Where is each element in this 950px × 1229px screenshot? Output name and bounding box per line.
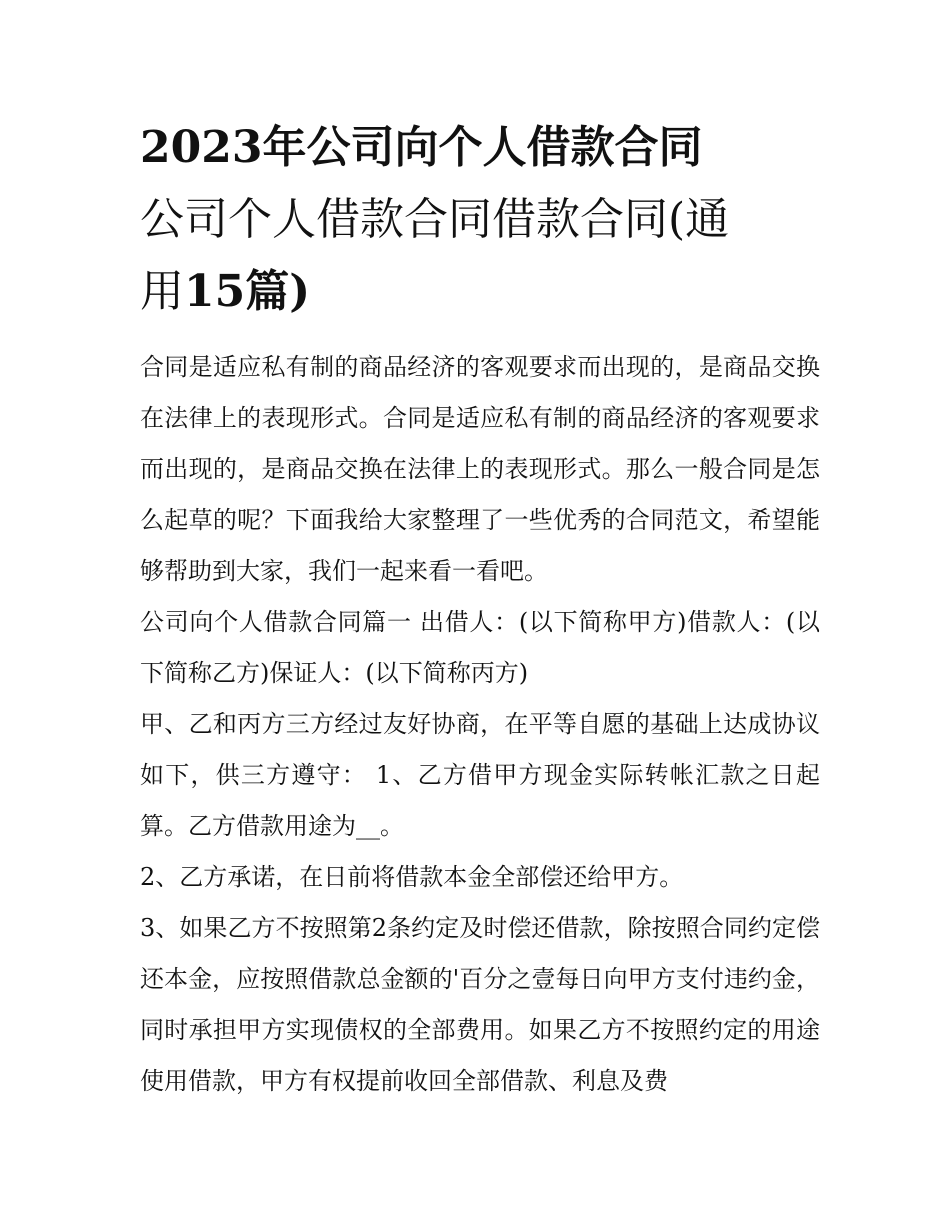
title-line-3-b: 15	[184, 266, 246, 317]
title-line-1: 2023年公司向个人借款合同	[140, 122, 703, 173]
paragraph-clause-1: 甲、乙和丙方三方经过友好协商，在平等自愿的基础上达成协议如下，供三方遵守： 1、乙方借甲方现金实际转帐汇款之日起算。乙方借款用途为__。	[140, 710, 820, 840]
title-line-3-a: 用	[140, 266, 184, 317]
title-line-2: 公司个人借款合同借款合同(通	[140, 194, 730, 245]
paragraph-intro: 合同是适应私有制的商品经济的客观要求而出现的，是商品交换在法律上的表现形式。合同是适应私有制的商品经济的客观要求而出现的，是商品交换在法律上的表现形式。那么一般合同是怎么起草的呢？下面我给大家整理了一些优秀的合同范文，希望能够帮助到大家，我们一起来看一看吧。	[140, 353, 820, 585]
paragraph-parties: 公司向个人借款合同篇一 出借人：(以下简称甲方)借款人：(以下简称乙方)保证人：(以下简称丙方)	[140, 608, 820, 687]
title-line-3	[140, 256, 820, 328]
document-page	[140, 112, 820, 1107]
title-line-3-c: 篇)	[245, 266, 311, 317]
paragraph-clause-2: 2、乙方承诺，在日前将借款本金全部偿还给甲方。	[140, 863, 684, 891]
paragraph-clause-3: 3、如果乙方不按照第2条约定及时偿还借款，除按照合同约定偿还本金，应按照借款总金额的'百分之壹每日向甲方支付违约金，同时承担甲方实现债权的全部费用。如果乙方不按照约定的用途使用借款，甲方有权提前收回全部借款、利息及费	[140, 914, 820, 1095]
document-title	[140, 112, 820, 328]
